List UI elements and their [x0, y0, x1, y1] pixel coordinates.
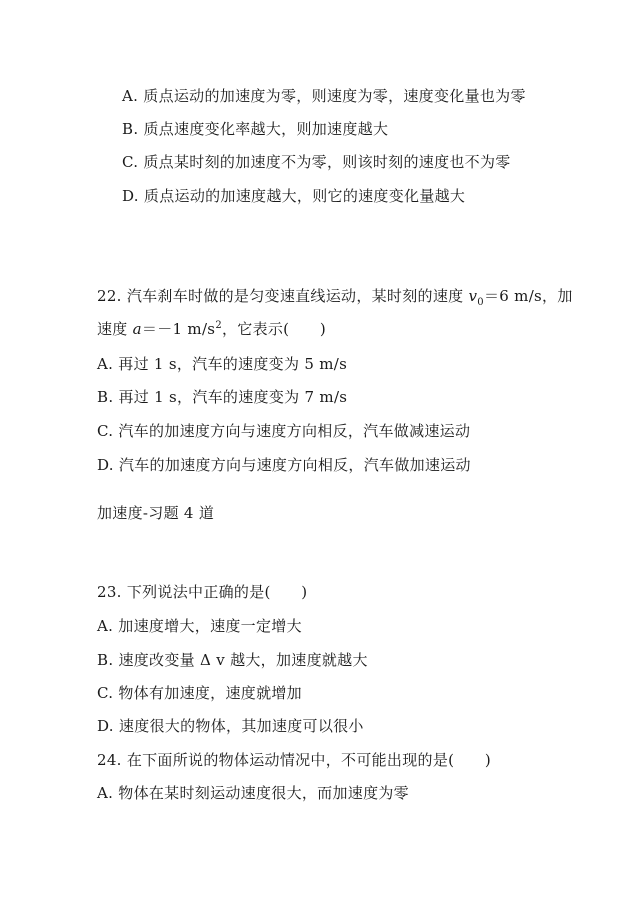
q21-option-d: D. 质点运动的加速度越大，则它的速度变化量越大: [122, 187, 466, 205]
q23-option-a: A. 加速度增大，速度一定增大: [97, 617, 302, 635]
q21-option-c: C. 质点某时刻的加速度不为零，则该时刻的速度也不为零: [122, 153, 511, 171]
q22-stem-line2-pre: 速度: [97, 320, 133, 338]
q21-option-b: B. 质点速度变化率越大，则加速度越大: [122, 120, 389, 138]
q22-stem-line1-post: ＝6 m/s，加: [483, 287, 573, 305]
q22-stem-line2-mid: ＝－1 m/s: [141, 320, 216, 338]
q22-option-a: A. 再过 1 s，汽车的速度变为 5 m/s: [97, 355, 348, 373]
q24-stem: 24. 在下面所说的物体运动情况中，不可能出现的是( ): [97, 751, 492, 769]
unit-exponent: 2: [215, 320, 222, 331]
q23-option-d: D. 速度很大的物体，其加速度可以很小: [97, 717, 364, 735]
q22-option-b: B. 再过 1 s，汽车的速度变为 7 m/s: [97, 388, 348, 406]
q22-stem-line2: [97, 319, 326, 339]
acceleration-symbol: a: [132, 320, 142, 338]
q22-stem-line2-post: ，它表示( ): [221, 320, 327, 338]
q24-option-a: A. 物体在某时刻运动速度很大，而加速度为零: [97, 784, 409, 802]
q22-option-c: C. 汽车的加速度方向与速度方向相反，汽车做减速运动: [97, 422, 471, 440]
q22-option-d: D. 汽车的加速度方向与速度方向相反，汽车做加速运动: [97, 456, 471, 474]
q23-option-b: B. 速度改变量 Δ v 越大，加速度就越大: [97, 651, 368, 669]
q22-stem-line1-pre: 22. 汽车刹车时做的是匀变速直线运动，某时刻的速度: [97, 287, 469, 305]
velocity-subscript: 0: [477, 297, 484, 308]
q22-stem-line1: [97, 286, 573, 306]
velocity-symbol: v: [468, 287, 478, 305]
q23-stem: 23. 下列说法中正确的是( ): [97, 583, 308, 601]
q21-option-a: A. 质点运动的加速度为零，则速度为零，速度变化量也为零: [122, 87, 526, 105]
section-title: 加速度-习题 4 道: [97, 504, 215, 522]
q23-option-c: C. 物体有加速度，速度就增加: [97, 684, 302, 702]
